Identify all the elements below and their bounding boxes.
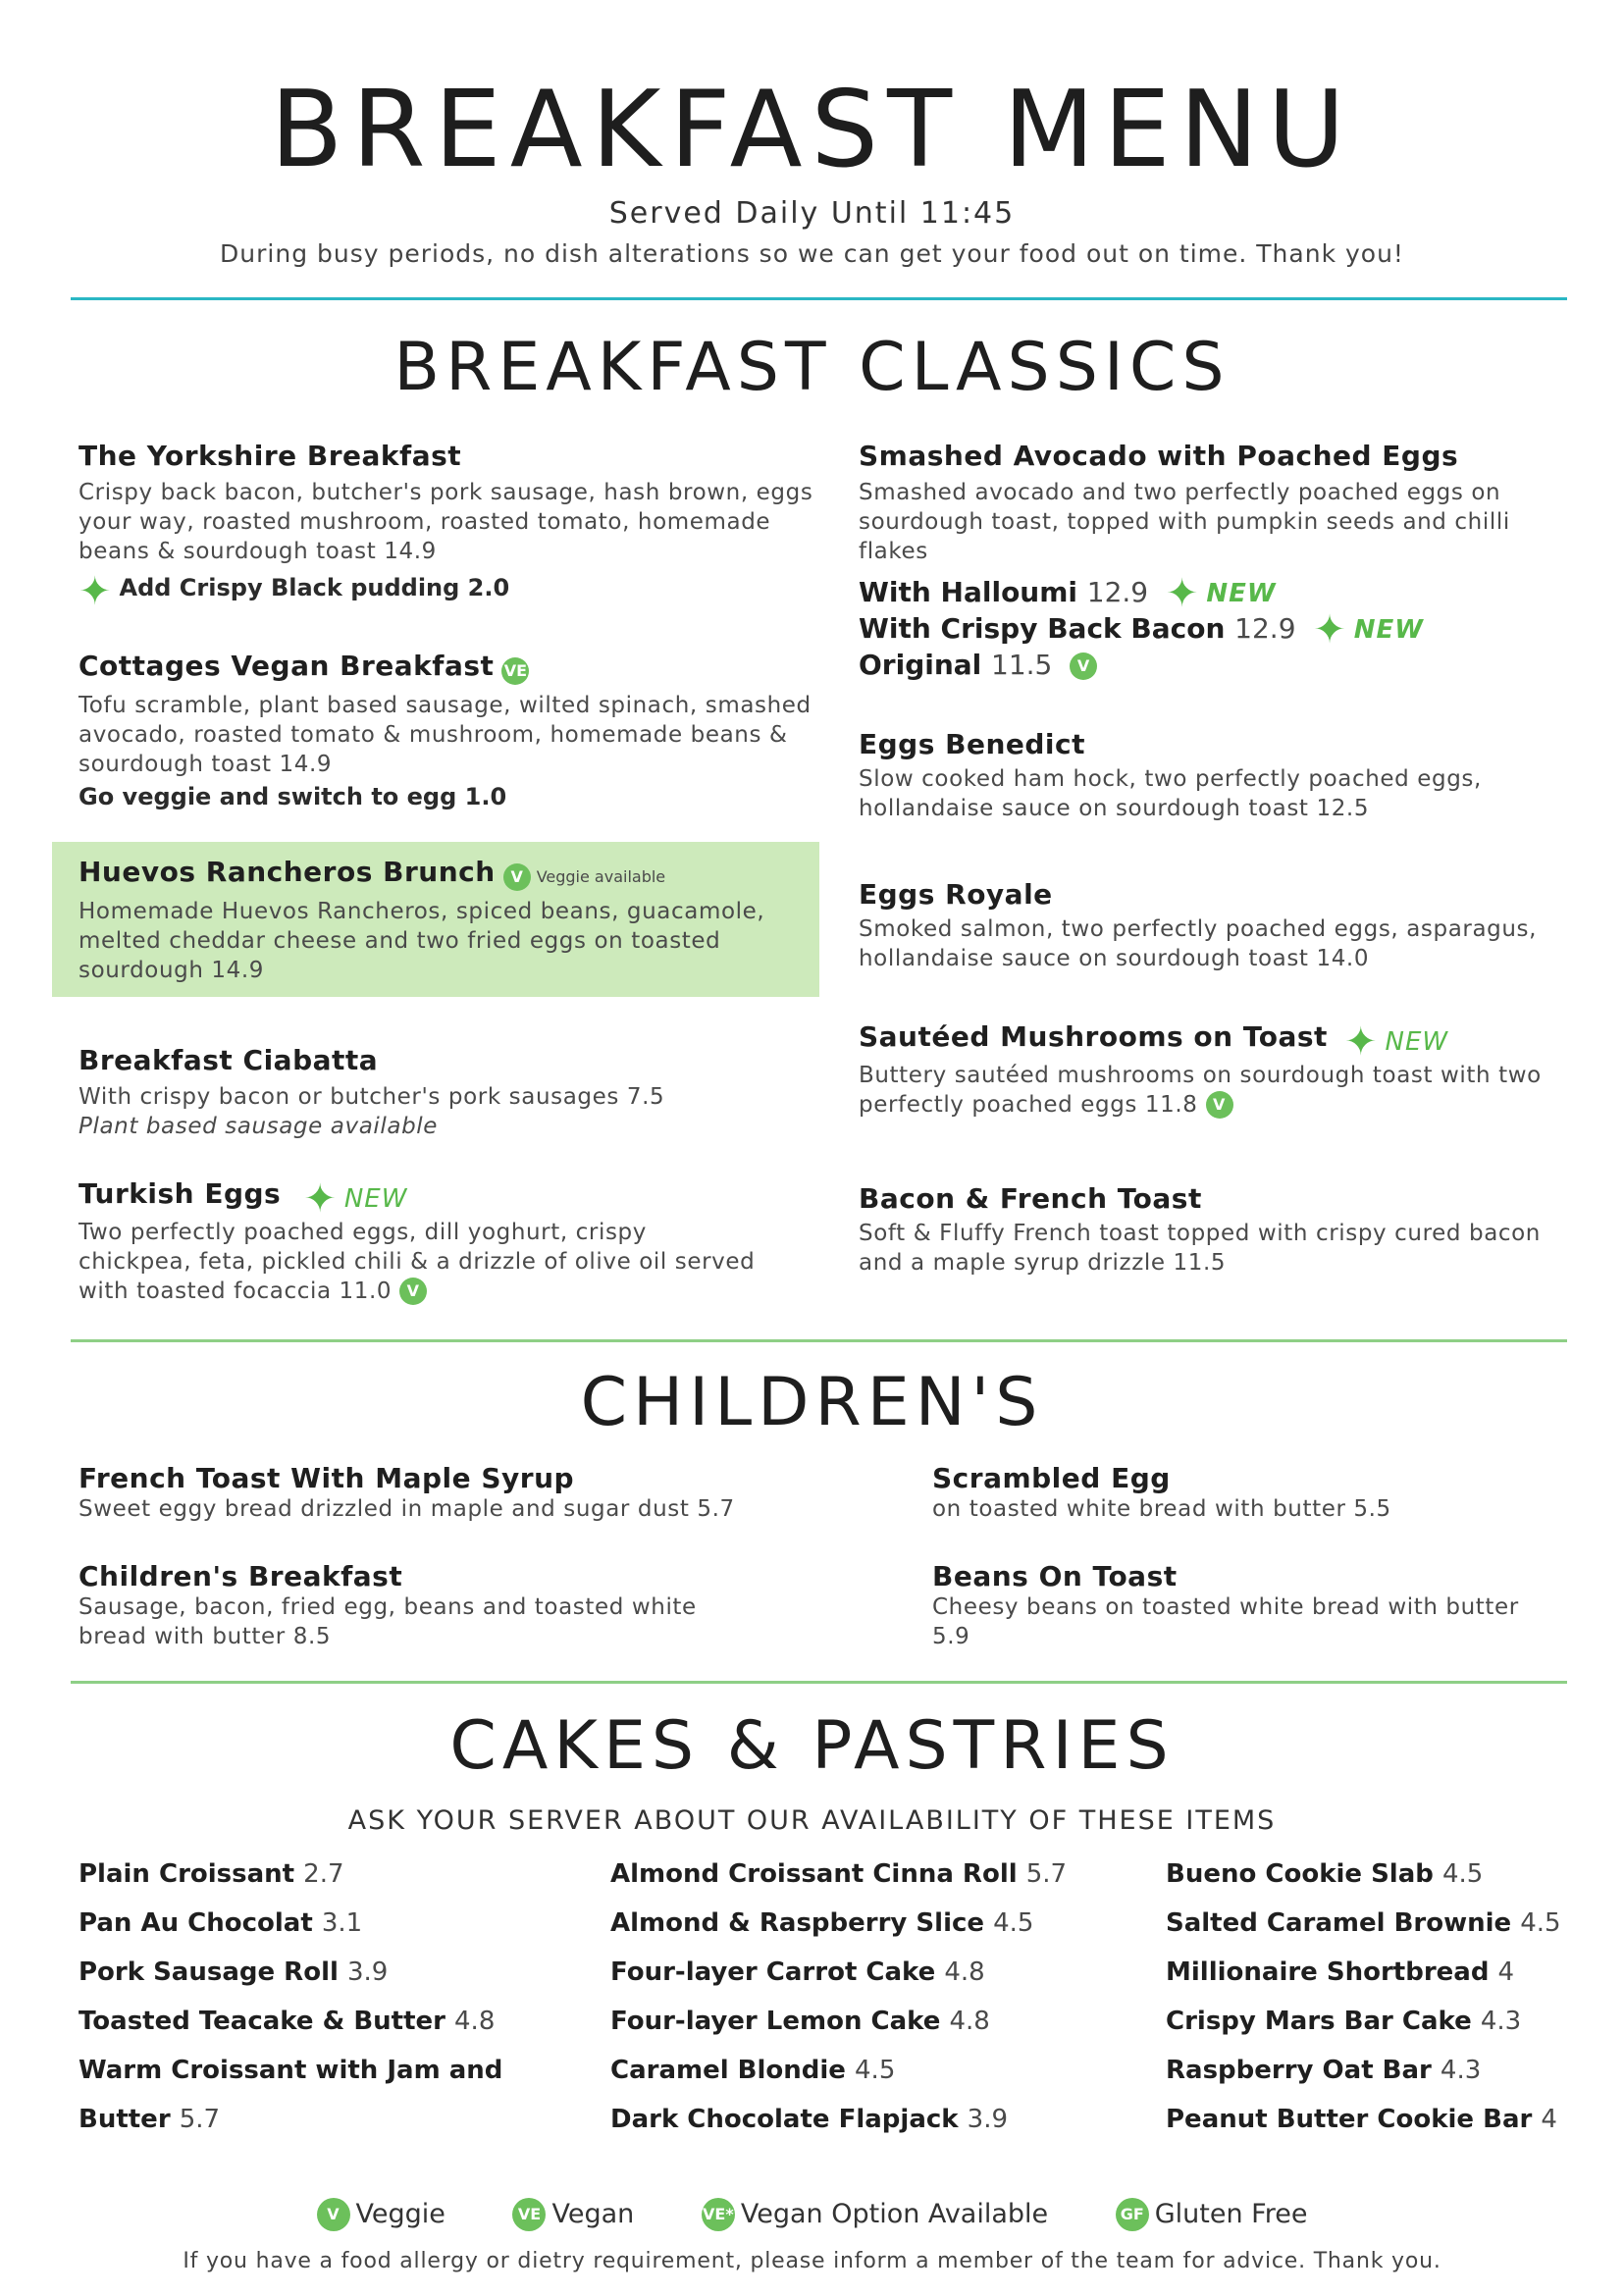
addon-row xyxy=(79,568,824,614)
cake-item xyxy=(79,2046,589,2095)
cake-name: Bueno Cookie Slab xyxy=(1166,1859,1434,1889)
cake-name: Plain Croissant xyxy=(79,1859,295,1889)
cake-item xyxy=(610,1997,1140,2046)
sparkle-icon: ✦ xyxy=(1165,571,1199,616)
veggie-badge-icon: V xyxy=(1206,1091,1233,1119)
cake-name: Crispy Mars Bar Cake xyxy=(1166,2007,1472,2036)
menu-item-ciabatta xyxy=(79,1044,824,1141)
item-name: Sautéed Mushrooms on Toast xyxy=(859,1020,1328,1053)
cake-item xyxy=(79,1997,589,2046)
vegan-option-badge-icon: VE* xyxy=(702,2198,735,2231)
item-name: Scrambled Egg xyxy=(932,1462,1171,1494)
header-divider xyxy=(71,297,1567,300)
veggie-badge-icon: V xyxy=(399,1278,427,1305)
gluten-free-badge-icon: GF xyxy=(1116,2198,1149,2231)
legend-veggie xyxy=(317,2199,445,2229)
item-name: The Yorkshire Breakfast xyxy=(79,440,462,472)
sparkle-icon: ✦ xyxy=(1313,607,1346,652)
kids-item-beans-on-toast xyxy=(932,1560,1541,1651)
legend-label: Gluten Free xyxy=(1154,2198,1308,2229)
cake-item xyxy=(79,2095,589,2144)
addon-label: Add Crispy Black pudding 2.0 xyxy=(119,574,510,601)
item-name: Huevos Rancheros Brunch xyxy=(79,856,496,888)
legend-label: Vegan Option Available xyxy=(740,2198,1049,2229)
cake-name: Four-layer Lemon Cake xyxy=(610,2007,941,2036)
new-tag: NEW xyxy=(1385,1026,1449,1057)
cake-price: 5.7 xyxy=(1025,1859,1068,1889)
cakes-column-3 xyxy=(1166,1850,1588,2144)
item-desc: Crispy back bacon, butcher's pork sausage, hash brown, eggs your way, roasted mushroom, roasted tomato, homemade beans & sourdough toast 14.9 xyxy=(79,480,813,564)
cake-price: 2.7 xyxy=(303,1859,344,1889)
item-name: Smashed Avocado with Poached Eggs xyxy=(859,440,1459,472)
cake-item xyxy=(610,1850,1140,1899)
menu-item-mushrooms xyxy=(859,1020,1565,1120)
menu-item-huevos xyxy=(79,856,814,985)
vegan-badge-icon: VE xyxy=(501,657,529,685)
item-desc: Homemade Huevos Rancheros, spiced beans, guacamole, melted cheddar cheese and two fried eggs on toasted sourdough 14.9 xyxy=(79,898,765,983)
cake-price: 3.1 xyxy=(321,1908,363,1938)
section-title-classics: BREAKFAST CLASSICS xyxy=(393,329,1231,406)
cake-name: Warm Croissant with Jam and xyxy=(79,2056,503,2085)
kids-item-french-toast xyxy=(79,1462,864,1524)
legend-vegan xyxy=(512,2199,634,2229)
menu-item-benedict xyxy=(859,728,1565,823)
cakes-column-2 xyxy=(610,1850,1140,2144)
cake-price: 3.9 xyxy=(967,2105,1009,2134)
sparkle-icon: ✦ xyxy=(79,568,112,614)
variant-price: 12.9 xyxy=(1086,576,1149,608)
cake-item xyxy=(610,2095,1140,2144)
cake-name: Peanut Butter Cookie Bar xyxy=(1166,2105,1533,2134)
item-note: Plant based sausage available xyxy=(79,1114,439,1139)
item-desc: Smashed avocado and two perfectly poached eggs on sourdough toast, topped with pumpkin seeds and chilli flakes xyxy=(859,480,1510,564)
section-title-cakes: CAKES & PASTRIES xyxy=(449,1707,1175,1785)
cake-name: Almond Croissant Cinna Roll xyxy=(610,1859,1018,1889)
cake-item xyxy=(1166,1997,1588,2046)
allergy-footer: If you have a food allergy or dietry requirement, please inform a member of the team for advice. Thank you. xyxy=(183,2249,1441,2273)
cake-name: Millionaire Shortbread xyxy=(1166,1957,1490,1987)
item-desc: Soft & Fluffy French toast topped with crispy cured bacon and a maple syrup drizzle 11.5 xyxy=(859,1221,1541,1276)
item-desc: Slow cooked ham hock, two perfectly poached eggs, hollandaise sauce on sourdough toast 12.5 xyxy=(859,766,1482,821)
cake-name: Pan Au Chocolat xyxy=(79,1908,313,1938)
variant-label: Original xyxy=(859,649,982,681)
item-desc: Buttery sautéed mushrooms on sourdough toast with two perfectly poached eggs 11.8 xyxy=(859,1062,1542,1118)
cake-name: Pork Sausage Roll xyxy=(79,1957,339,1987)
item-name: Beans On Toast xyxy=(932,1560,1178,1592)
variant-original xyxy=(859,649,1565,681)
cake-item xyxy=(610,2046,1140,2095)
cake-name: Dark Chocolate Flapjack xyxy=(610,2105,959,2134)
kids-item-scrambled-egg xyxy=(932,1462,1560,1524)
veggie-badge-icon: V xyxy=(317,2198,350,2231)
cake-price: 5.7 xyxy=(179,2105,221,2134)
menu-item-yorkshire xyxy=(79,440,824,614)
item-name: Children's Breakfast xyxy=(79,1560,403,1592)
menu-item-turkish-eggs xyxy=(79,1177,765,1306)
item-name: French Toast With Maple Syrup xyxy=(79,1462,575,1494)
item-desc: Smoked salmon, two perfectly poached eggs, asparagus, hollandaise sauce on sourdough toast 14.0 xyxy=(859,916,1538,971)
veggie-available-note: Veggie available xyxy=(536,867,666,886)
cake-price: 4.3 xyxy=(1480,2007,1522,2036)
dietary-legend xyxy=(0,2198,1624,2231)
sparkle-icon: ✦ xyxy=(1344,1018,1378,1065)
menu-item-french-toast xyxy=(859,1182,1565,1278)
served-hours: Served Daily Until 11:45 xyxy=(608,196,1016,231)
cake-item xyxy=(1166,1948,1588,1997)
cake-price: 4 xyxy=(1497,1957,1515,1987)
new-tag: NEW xyxy=(343,1183,408,1214)
cake-name: Almond & Raspberry Slice xyxy=(610,1908,985,1938)
cake-item xyxy=(79,1948,589,1997)
new-tag: NEW xyxy=(1206,579,1277,608)
item-name: Breakfast Ciabatta xyxy=(79,1044,379,1076)
variant-price: 12.9 xyxy=(1234,612,1296,645)
cake-price: 4.5 xyxy=(1441,1859,1484,1889)
section-divider xyxy=(71,1339,1567,1342)
item-name: Eggs Royale xyxy=(859,878,1053,911)
cake-price: 3.9 xyxy=(346,1957,389,1987)
page-title: BREAKFAST MENU xyxy=(270,69,1354,191)
variant-label: With Crispy Back Bacon xyxy=(859,612,1226,645)
cake-item xyxy=(1166,2095,1588,2144)
cake-item xyxy=(1166,1899,1588,1948)
cake-name: Raspberry Oat Bar xyxy=(1166,2056,1432,2085)
section-divider xyxy=(71,1681,1567,1684)
cake-name: Toasted Teacake & Butter xyxy=(79,2007,445,2036)
section-title-children: CHILDREN'S xyxy=(580,1364,1044,1441)
new-tag: NEW xyxy=(1353,615,1424,645)
variant-price: 11.5 xyxy=(991,649,1053,681)
cake-item xyxy=(79,1899,589,1948)
item-desc: Sweet eggy bread drizzled in maple and sugar dust 5.7 xyxy=(79,1496,735,1522)
cake-item xyxy=(610,1948,1140,1997)
cake-name: Butter xyxy=(79,2105,171,2134)
veggie-badge-icon: V xyxy=(1070,652,1097,680)
item-desc: With crispy bacon or butcher's pork sausages 7.5 xyxy=(79,1084,665,1110)
item-name: Turkish Eggs xyxy=(79,1177,282,1210)
menu-item-royale xyxy=(859,878,1565,973)
cake-name: Four-layer Carrot Cake xyxy=(610,1957,936,1987)
veggie-badge-icon: V xyxy=(503,863,531,891)
cake-price: 4.8 xyxy=(454,2007,496,2036)
legend-vegan-option xyxy=(702,2199,1048,2229)
cake-name: Salted Caramel Brownie xyxy=(1166,1908,1512,1938)
cake-price: 4 xyxy=(1541,2105,1557,2134)
item-name: Cottages Vegan Breakfast xyxy=(79,650,495,682)
sparkle-icon: ✦ xyxy=(303,1175,337,1222)
cake-price: 4.5 xyxy=(993,1908,1034,1938)
menu-item-avocado xyxy=(859,440,1565,681)
variant-label: With Halloumi xyxy=(859,576,1078,608)
cake-price: 4.5 xyxy=(855,2056,896,2085)
busy-notice: During busy periods, no dish alterations so we can get your food out on time. Thank you! xyxy=(220,239,1404,268)
cake-item xyxy=(1166,2046,1588,2095)
cake-price: 4.5 xyxy=(1520,1908,1561,1938)
legend-gluten-free xyxy=(1116,2199,1308,2229)
item-desc: Two perfectly poached eggs, dill yoghurt, crispy chickpea, feta, pickled chili & a drizzle of olive oil served with toasted focaccia 11.0 xyxy=(79,1219,756,1304)
cake-name: Caramel Blondie xyxy=(610,2056,846,2085)
vegan-badge-icon: VE xyxy=(512,2198,546,2231)
addon-label: Go veggie and switch to egg 1.0 xyxy=(79,782,507,810)
legend-label: Veggie xyxy=(355,2198,445,2229)
item-name: Bacon & French Toast xyxy=(859,1182,1202,1215)
item-desc: Tofu scramble, plant based sausage, wilted spinach, smashed avocado, roasted tomato & mushroom, homemade beans & sourdough toast 14.9 xyxy=(79,692,812,777)
cakes-subtitle: ASK YOUR SERVER ABOUT OUR AVAILABILITY OF THESE ITEMS xyxy=(347,1805,1277,1836)
variant-halloumi xyxy=(859,571,1565,616)
cake-item xyxy=(1166,1850,1588,1899)
cake-price: 4.8 xyxy=(949,2007,990,2036)
cake-price: 4.8 xyxy=(944,1957,985,1987)
item-desc: Sausage, bacon, fried egg, beans and toasted white bread with butter 8.5 xyxy=(79,1594,697,1649)
menu-item-vegan-breakfast xyxy=(79,650,824,810)
variant-bacon xyxy=(859,607,1565,652)
cakes-column-1 xyxy=(79,1850,589,2144)
item-name: Eggs Benedict xyxy=(859,728,1086,760)
kids-item-breakfast xyxy=(79,1560,756,1651)
cake-item xyxy=(610,1899,1140,1948)
cake-price: 4.3 xyxy=(1440,2056,1482,2085)
cake-item xyxy=(79,1850,589,1899)
item-desc: Cheesy beans on toasted white bread with butter 5.9 xyxy=(932,1594,1519,1649)
item-desc: on toasted white bread with butter 5.5 xyxy=(932,1496,1391,1522)
legend-label: Vegan xyxy=(551,2198,635,2229)
